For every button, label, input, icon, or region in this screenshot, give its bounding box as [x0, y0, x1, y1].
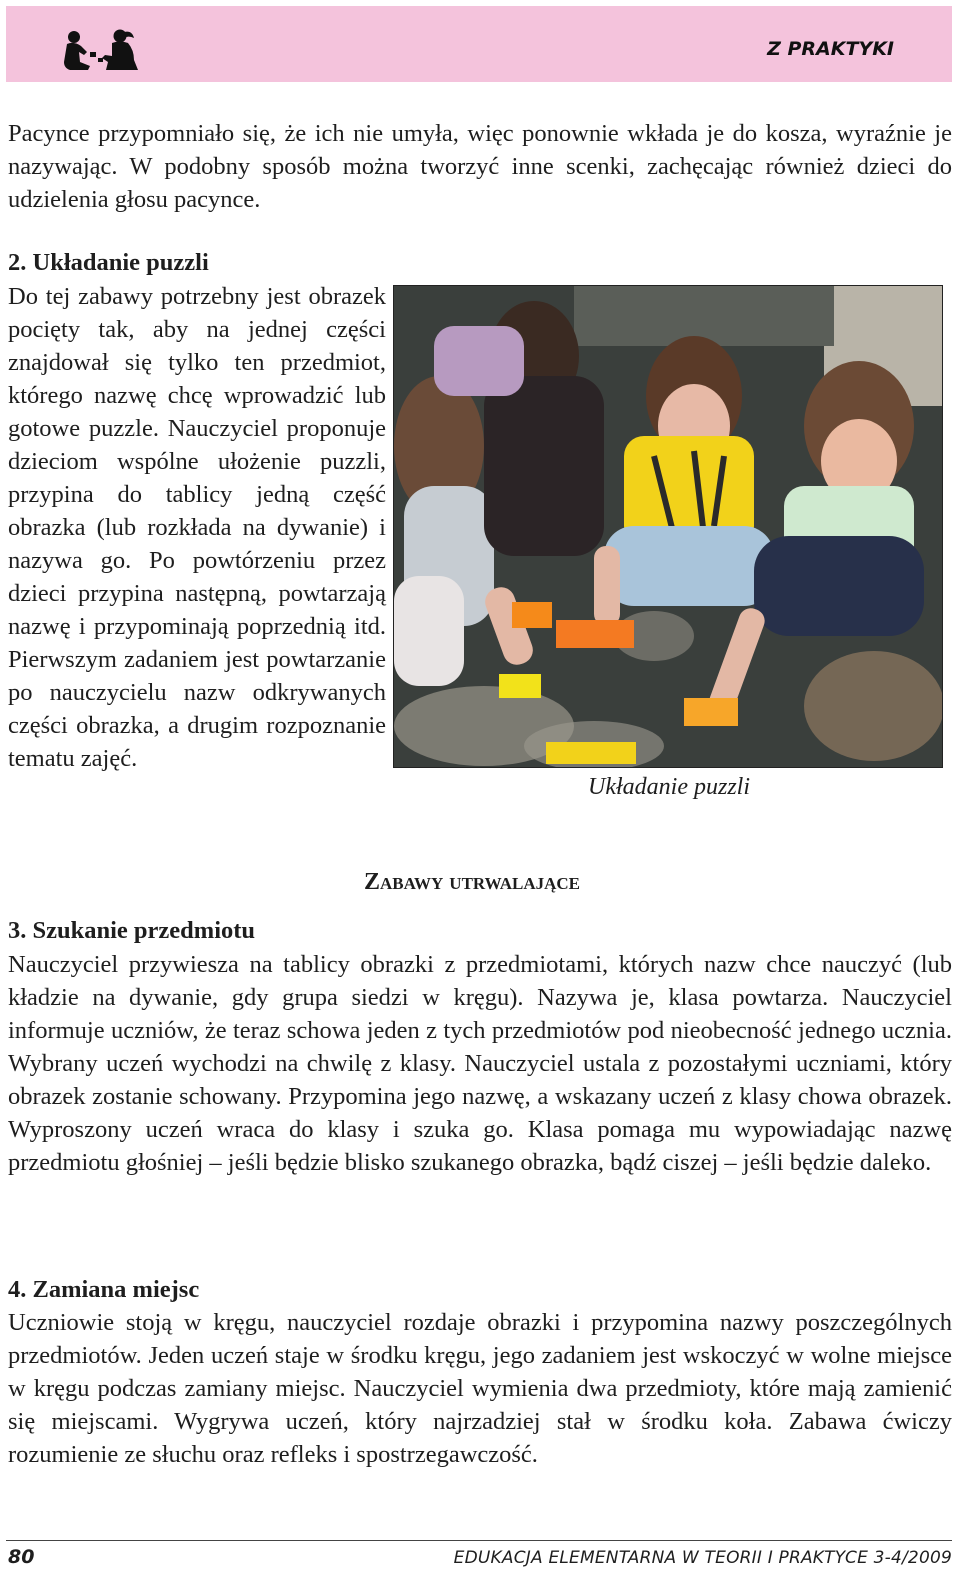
footer-divider — [6, 1540, 952, 1541]
page-number: 80 — [8, 1546, 35, 1568]
section-body-puzzle: Do tej zabawy potrzebny jest obrazek pocięty tak, aby na jednej części znajdował się tylko ten przedmiot, którego nazwę chcę wprowadzić lub gotowe puzzle. Nauczyciel proponuje dzieciom wspólne ułożenie puzzli, przypina do tablicy jedną część obrazka (lub rozkłada na dywanie) i nazywa go. Po powtórzeniu przez dzieci przypina następną, powtarzają nazwę i przypominają poprzednią itd. Pierwszym zadaniem jest powtarzanie po nauczycielu nazw odkrywanych części obrazka, a drugim rozpoznanie tematu zajęć. — [8, 283, 386, 772]
intro-paragraph: Pacynce przypomniało się, że ich nie umyła, więc ponownie wkłada je do kosza, wyraźnie je nazywając. W podobny sposób można tworzyć inne scenki, zachęcając również dzieci do udzielenia głosu pacynce. — [8, 120, 952, 213]
section-body-search: Nauczyciel przywiesza na tablicy obrazki z przedmiotami, których nazw chce nauczyć (lub kładzie na dywanie, gdy grupa siedzi w kręgu). Nazywa je, klasa powtarza. Nauczyciel informuje uczniów, że teraz schowa jeden z tych przedmiotów pod nieobecność jednego ucznia. Wybrany uczeń wychodzi na chwilę z klasy. Nauczyciel ustala z pozostałymi uczniami, który obrazek zostanie schowany. Przypomina jego nazwę, a wskazany uczeń z klasy chowa obrazek. Wyproszony uczeń wraca do klasy i szuka go. Klasa pomaga mu wypowiadając nazwę przedmiotu głośniej – jeśli będzie blisko szukanego obrazka, bądź ciszej – jeśli będzie daleko. — [8, 951, 952, 1176]
puzzle-photo — [393, 285, 943, 768]
children-playing-icon — [54, 28, 144, 74]
section-heading-puzzle: 2. Układanie puzzli — [8, 249, 209, 276]
section-tag: Z PRAKTYKI — [767, 38, 894, 60]
journal-title: EDUKACJA ELEMENTARNA W TEORII I PRAKTYCE 3-4/2009 — [453, 1548, 952, 1568]
subsection-title: Zabawy utrwalające — [364, 869, 580, 895]
header-band — [6, 6, 952, 82]
puzzle-photo-illustration — [394, 286, 942, 767]
section-heading-swap: 4. Zamiana miejsc — [8, 1276, 200, 1303]
section-heading-search: 3. Szukanie przedmiotu — [8, 917, 256, 944]
photo-caption: Układanie puzzli — [588, 774, 750, 800]
section-body-swap: Uczniowie stoją w kręgu, nauczyciel rozdaje obrazki i przypomina nazwy poszczególnych przedmiotów. Jeden uczeń staje w środku kręgu, jego zadaniem jest wskoczyć w wolne miejsce w kręgu podczas zamiany miejsc. Nauczyciel wymienia dwa przedmioty, które mają zamienić się miejscami. Wygrywa uczeń, który najrzadziej stał w środku koła. Zabawa ćwiczy rozumienie ze słuchu oraz refleks i spostrzegawczość. — [8, 1309, 952, 1468]
